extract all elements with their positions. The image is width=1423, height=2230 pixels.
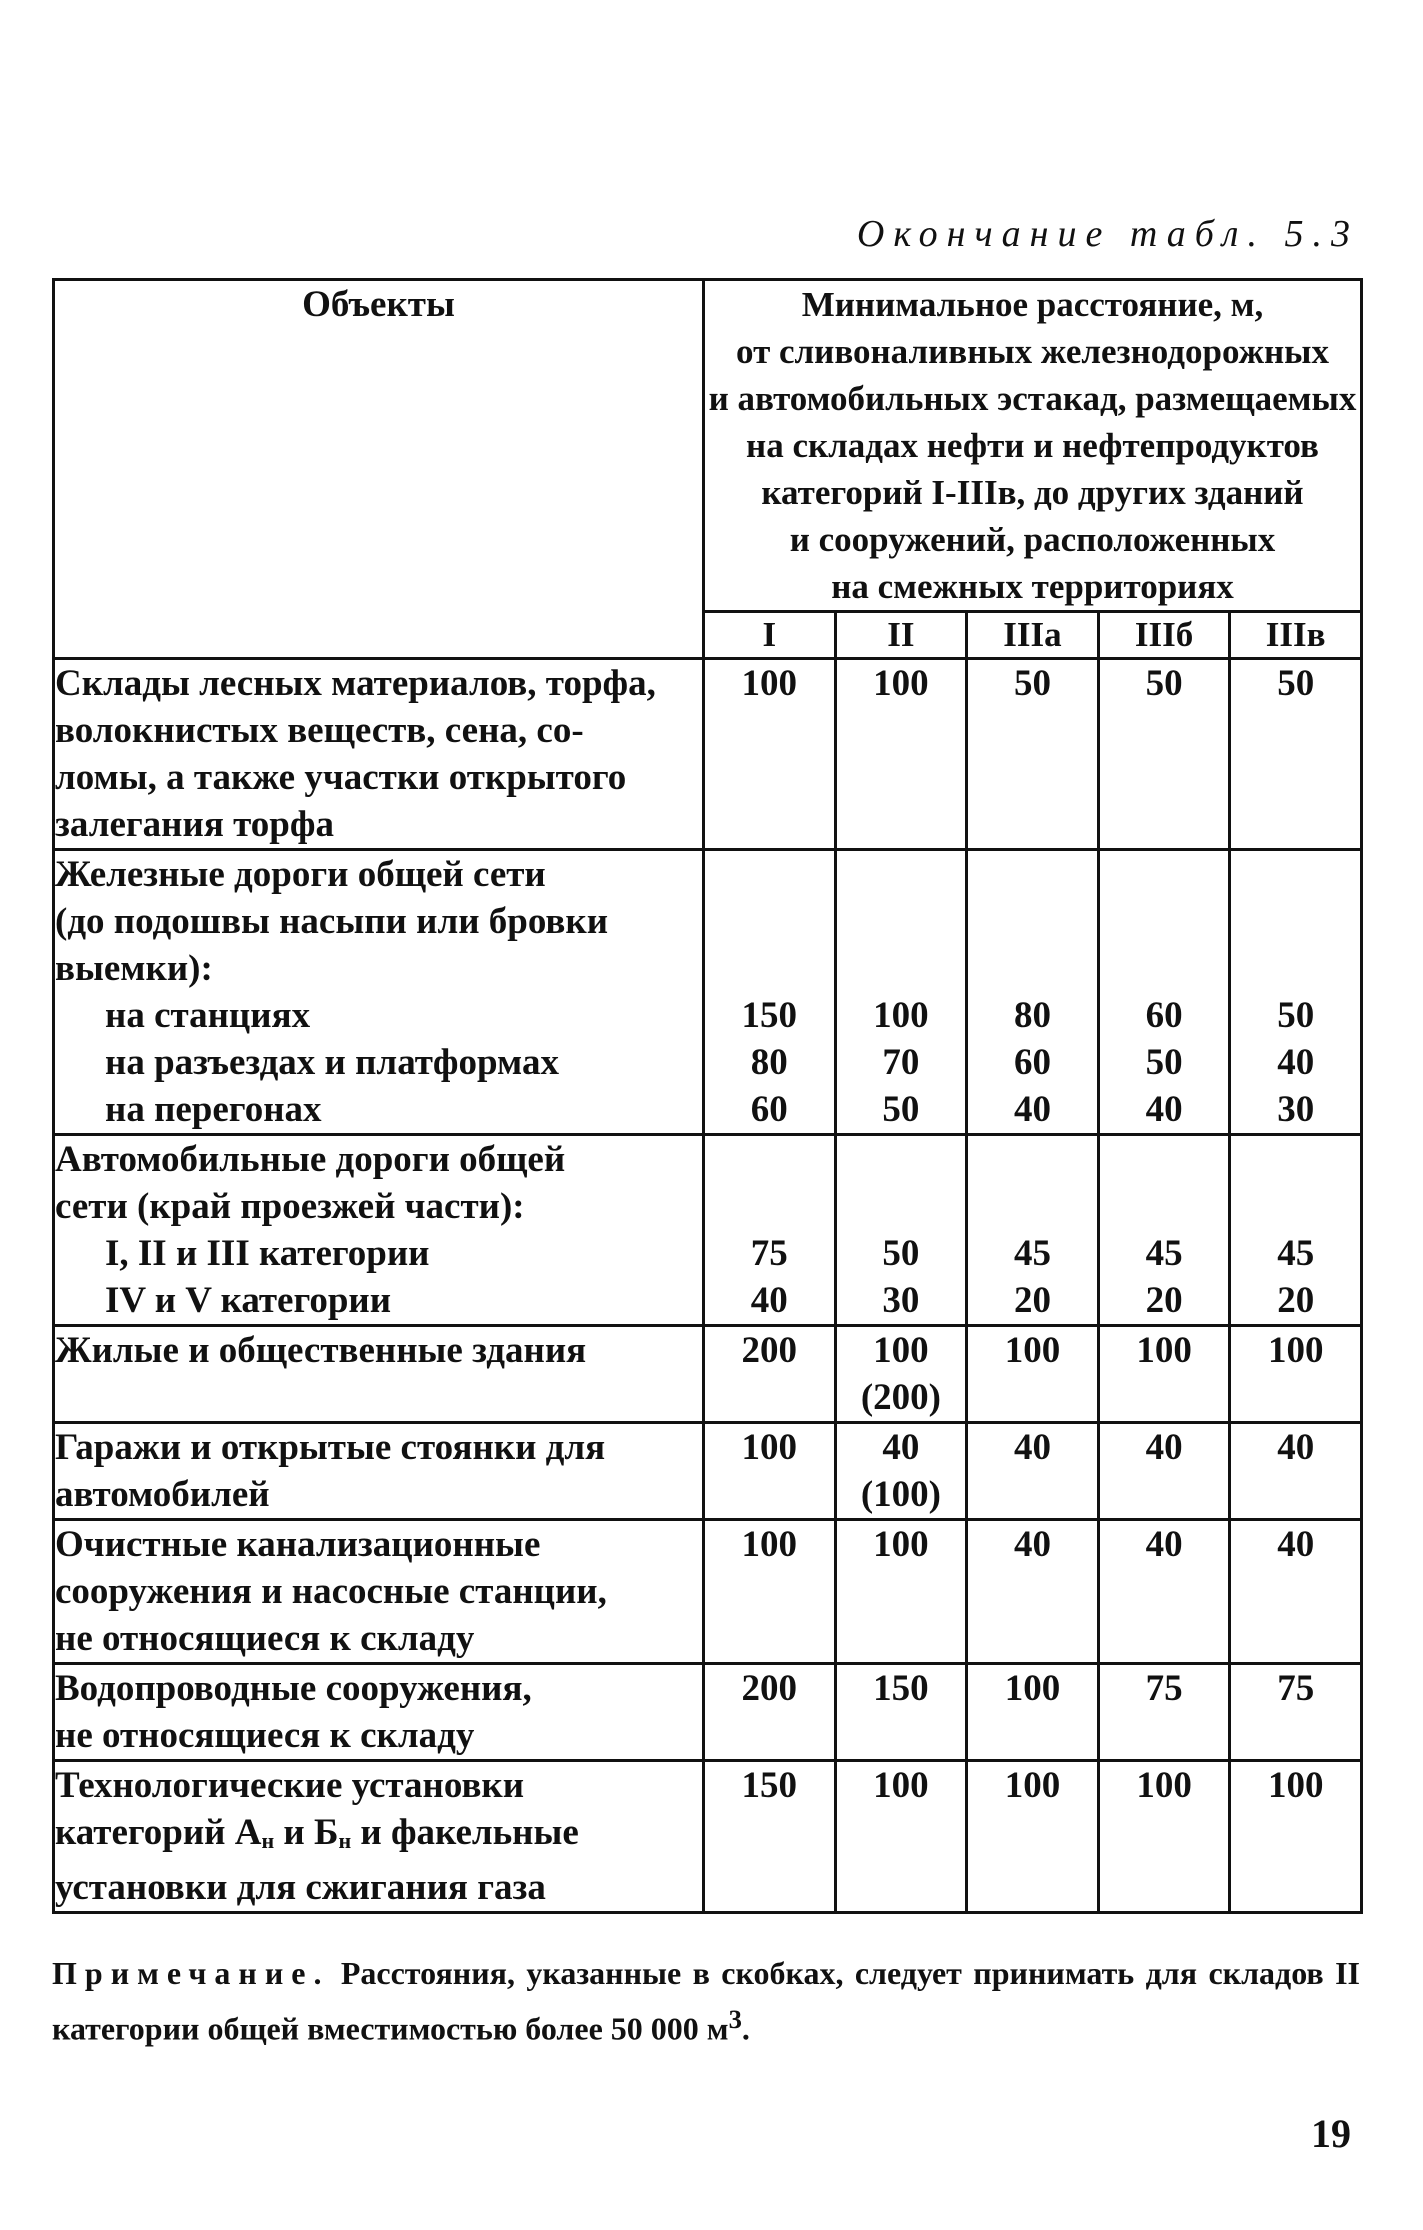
object-cell (54, 1135, 704, 1326)
page-number: 19 (1311, 2111, 1351, 2156)
value: 100 (1004, 1330, 1061, 1371)
value: (100) (860, 1474, 941, 1515)
table-note (52, 1950, 1360, 2052)
value-spacer (705, 898, 834, 945)
object-line: (до подошвы насыпи или бровки (55, 901, 609, 942)
value-spacer (705, 945, 834, 992)
category-header: II (835, 612, 967, 659)
object-line: установки для сжигания газа (55, 1867, 546, 1908)
table-row (54, 1326, 1362, 1423)
value-cell (967, 1664, 1099, 1761)
object-subitem: IV и V категории (105, 1280, 392, 1321)
object-line: ломы, а также участки открытого (55, 757, 627, 798)
value-spacer (705, 1183, 834, 1230)
category-header: IIIб (1098, 612, 1230, 659)
value-cell (1230, 1135, 1362, 1326)
object-subitem: на перегонах (105, 1089, 322, 1130)
value-cell (1098, 1423, 1230, 1520)
object-line: Железные дороги общей сети (55, 854, 546, 895)
object-line: волокнистых веществ, сена, со- (55, 710, 584, 751)
table-row (54, 1520, 1362, 1664)
value: 20 (1013, 1280, 1051, 1321)
object-line: Гаражи и открытые стоянки для (55, 1427, 606, 1468)
distance-header-line: на смежных территориях (831, 567, 1234, 606)
value-cell (835, 1135, 967, 1326)
object-cell (54, 1520, 704, 1664)
table-caption: Окончание табл. 5.3 (856, 213, 1359, 255)
value: 40 (1013, 1524, 1051, 1565)
value-cell (1098, 850, 1230, 1135)
object-line: сооружения и насосные станции, (55, 1571, 607, 1612)
objects-header: Объекты (54, 280, 704, 659)
value-spacer (968, 1136, 1097, 1183)
object-cell (54, 1761, 704, 1913)
value: 40 (1277, 1524, 1315, 1565)
value-cell (1098, 1761, 1230, 1913)
value-cell (967, 1135, 1099, 1326)
value-cell (704, 1135, 836, 1326)
value-cell (704, 1423, 836, 1520)
distance-header-line: и автомобильных эстакад, размещаемых (708, 379, 1357, 418)
value: 70 (882, 1042, 920, 1083)
value-spacer (705, 1136, 834, 1183)
object-subitem: I, II и III категории (105, 1233, 430, 1274)
value: 40 (882, 1427, 920, 1468)
value-spacer (968, 851, 1097, 898)
value-cell (1098, 1135, 1230, 1326)
value-cell (967, 1326, 1099, 1423)
value: 45 (1013, 1233, 1051, 1274)
value: 100 (1136, 1330, 1192, 1371)
value: 100 (741, 1524, 798, 1565)
value-cell (704, 1326, 836, 1423)
value: 100 (873, 663, 929, 704)
object-line: Жилые и общественные здания (55, 1330, 587, 1371)
value-spacer (1100, 1183, 1229, 1230)
value-spacer (1231, 1136, 1360, 1183)
value-cell (835, 1761, 967, 1913)
value-spacer (1100, 898, 1229, 945)
value-cell (1230, 1761, 1362, 1913)
value: 45 (1145, 1233, 1183, 1274)
value: 150 (741, 1765, 798, 1806)
object-line: Очистные канализационные (55, 1524, 541, 1565)
value-cell (1230, 659, 1362, 850)
object-line: Склады лесных материалов, торфа, (55, 663, 656, 704)
value-spacer (837, 851, 966, 898)
value: 200 (741, 1668, 798, 1709)
value-cell (1098, 659, 1230, 850)
subscript: н (261, 1828, 275, 1853)
value: 40 (1145, 1089, 1183, 1130)
distance-header-line: категорий I-IIIв, до других зданий (761, 473, 1304, 512)
object-subitem: на разъездах и платформах (105, 1042, 559, 1083)
distance-header-line: от сливоналивных железнодорожных (736, 332, 1329, 371)
value-cell (835, 1520, 967, 1664)
value: 40 (1277, 1042, 1315, 1083)
value-cell (835, 1664, 967, 1761)
value-cell (704, 1520, 836, 1664)
value: 150 (873, 1668, 929, 1709)
value: 100 (1004, 1765, 1061, 1806)
value-spacer (837, 1136, 966, 1183)
value: 40 (1013, 1089, 1051, 1130)
table-row (54, 1423, 1362, 1520)
value-spacer (1231, 898, 1360, 945)
distance-table-wrap (52, 278, 1360, 1914)
value: 50 (1277, 663, 1315, 704)
object-line: не относящиеся к складу (55, 1715, 475, 1756)
value-cell (967, 1761, 1099, 1913)
table-row (54, 1664, 1362, 1761)
category-header: I (704, 612, 836, 659)
note-label: Примечание. (52, 1955, 330, 1991)
value: 100 (873, 1330, 929, 1371)
value: 40 (1013, 1427, 1051, 1468)
value: 75 (1277, 1668, 1315, 1709)
value-cell (1098, 1326, 1230, 1423)
value-cell (704, 659, 836, 850)
value: 75 (1145, 1668, 1183, 1709)
object-text: категорий А (55, 1812, 262, 1853)
value-cell (967, 1423, 1099, 1520)
value: 40 (1145, 1427, 1183, 1468)
value: 100 (1267, 1330, 1324, 1371)
value-cell (835, 1423, 967, 1520)
value-cell (1230, 1520, 1362, 1664)
value-spacer (1231, 1183, 1360, 1230)
value: 80 (750, 1042, 788, 1083)
object-line: сети (край проезжей части): (55, 1186, 525, 1227)
value: 200 (741, 1330, 798, 1371)
table-row (54, 850, 1362, 1135)
object-line: автомобилей (55, 1474, 270, 1515)
value-spacer (837, 1183, 966, 1230)
value-cell (1098, 1520, 1230, 1664)
value-spacer (1100, 1136, 1229, 1183)
value: 40 (1145, 1524, 1183, 1565)
object-line: Водопроводные сооружения, (55, 1668, 532, 1709)
value-spacer (1100, 945, 1229, 992)
value: 100 (1136, 1765, 1192, 1806)
value: 60 (1013, 1042, 1051, 1083)
value: 20 (1277, 1280, 1315, 1321)
value-spacer (837, 945, 966, 992)
category-header: IIIа (967, 612, 1099, 659)
value: 100 (741, 1427, 798, 1468)
value: 60 (750, 1089, 788, 1130)
object-line: Автомобильные дороги общей (55, 1139, 566, 1180)
value: 50 (882, 1089, 920, 1130)
value: 50 (1013, 663, 1051, 704)
value-spacer (1231, 945, 1360, 992)
value-spacer (837, 898, 966, 945)
value: 75 (750, 1233, 788, 1274)
value-cell (1230, 1326, 1362, 1423)
value: 100 (1267, 1765, 1324, 1806)
object-cell (54, 850, 704, 1135)
object-cell (54, 1326, 704, 1423)
value: 100 (873, 1765, 929, 1806)
value-cell (967, 659, 1099, 850)
value: 50 (882, 1233, 920, 1274)
value-cell (1230, 1664, 1362, 1761)
object-text: и Б (274, 1812, 339, 1853)
value: 50 (1145, 1042, 1183, 1083)
object-cell (54, 659, 704, 850)
table-row (54, 659, 1362, 850)
table-row (54, 1135, 1362, 1326)
value-cell (704, 850, 836, 1135)
value-cell (835, 1326, 967, 1423)
value: 50 (1145, 663, 1183, 704)
value-cell (1230, 1423, 1362, 1520)
value-cell (704, 1761, 836, 1913)
distance-header-line: Минимальное расстояние, м, (801, 285, 1264, 324)
value-cell (967, 1520, 1099, 1664)
note-sup: 3 (728, 2004, 742, 2034)
value: 20 (1145, 1280, 1183, 1321)
value: (200) (860, 1377, 941, 1418)
object-text: и факельные (351, 1812, 579, 1853)
value: 150 (741, 995, 798, 1036)
value: 100 (741, 663, 798, 704)
object-line: не относящиеся к складу (55, 1618, 475, 1659)
object-line (55, 1809, 702, 1864)
object-line: залегания торфа (55, 804, 334, 845)
distance-table (52, 278, 1363, 1914)
note-end: . (741, 2010, 750, 2047)
object-line: выемки): (55, 948, 213, 989)
object-line: Технологические установки (55, 1765, 525, 1806)
value-cell (1230, 850, 1362, 1135)
object-subitem: на станциях (105, 995, 311, 1036)
value: 30 (882, 1280, 920, 1321)
value-spacer (968, 898, 1097, 945)
value-cell (704, 1664, 836, 1761)
value-cell (967, 850, 1099, 1135)
value-cell (835, 850, 967, 1135)
distance-header-line: на складах нефти и нефтепродуктов (746, 426, 1319, 465)
value-spacer (968, 945, 1097, 992)
value: 30 (1277, 1089, 1315, 1130)
value: 50 (1277, 995, 1315, 1036)
subscript: н (338, 1828, 352, 1853)
value: 100 (873, 1524, 929, 1565)
value: 60 (1145, 995, 1183, 1036)
value-spacer (968, 1183, 1097, 1230)
value: 80 (1013, 995, 1051, 1036)
value: 45 (1277, 1233, 1315, 1274)
value-cell (1098, 1664, 1230, 1761)
value-spacer (705, 851, 834, 898)
value-spacer (1231, 851, 1360, 898)
value: 100 (1004, 1668, 1061, 1709)
table-row (54, 1761, 1362, 1913)
category-header: IIIв (1230, 612, 1362, 659)
note-text: Расстояния, указанные в скобках, следует принимать для складов II категории общей вместимостью более 50 000 м (52, 1955, 1360, 2047)
distance-header-line: и сооружений, расположенных (789, 520, 1276, 559)
value-spacer (1100, 851, 1229, 898)
value: 40 (1277, 1427, 1315, 1468)
object-cell (54, 1664, 704, 1761)
value: 100 (873, 995, 929, 1036)
value: 40 (750, 1280, 788, 1321)
object-cell (54, 1423, 704, 1520)
value-cell (835, 659, 967, 850)
distance-header (704, 280, 1362, 612)
